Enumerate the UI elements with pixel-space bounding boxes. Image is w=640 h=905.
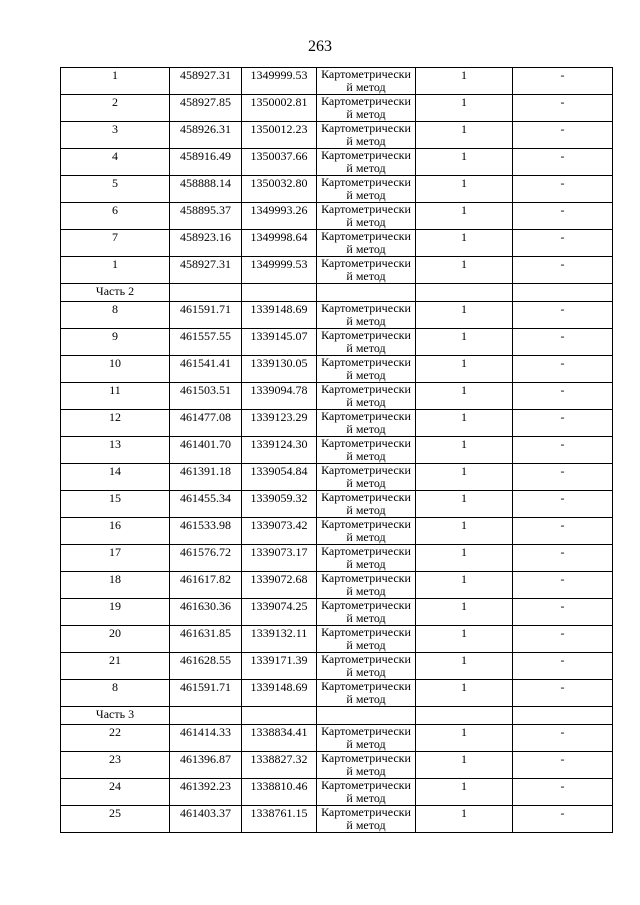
table-row <box>61 626 613 653</box>
description-cell: - <box>513 545 613 572</box>
table-row <box>61 356 613 383</box>
y-coordinate-cell: 1339054.84 <box>242 464 317 491</box>
table-row <box>61 257 613 284</box>
method-cell: Картометрически й метод <box>317 356 416 383</box>
section-label: Часть 3 <box>61 707 170 725</box>
point-number-cell: 19 <box>61 599 170 626</box>
page-number: 263 <box>308 38 332 55</box>
empty-cell <box>317 707 416 725</box>
x-coordinate-cell: 461455.34 <box>170 491 242 518</box>
y-coordinate-cell: 1349999.53 <box>242 68 317 95</box>
method-cell: Картометрически й метод <box>317 230 416 257</box>
accuracy-cell: 1 <box>416 572 513 599</box>
y-coordinate-cell: 1349998.64 <box>242 230 317 257</box>
table-row <box>61 680 613 707</box>
y-coordinate-cell: 1339124.30 <box>242 437 317 464</box>
y-coordinate-cell: 1339132.11 <box>242 626 317 653</box>
method-cell: Картометрически й метод <box>317 149 416 176</box>
method-cell: Картометрически й метод <box>317 410 416 437</box>
table-row <box>61 779 613 806</box>
point-number-cell: 10 <box>61 356 170 383</box>
table-row <box>61 230 613 257</box>
table-row <box>61 752 613 779</box>
x-coordinate-cell: 461541.41 <box>170 356 242 383</box>
description-cell: - <box>513 752 613 779</box>
method-cell: Картометрически й метод <box>317 680 416 707</box>
table-row <box>61 725 613 752</box>
accuracy-cell: 1 <box>416 545 513 572</box>
table-row <box>61 203 613 230</box>
accuracy-cell: 1 <box>416 653 513 680</box>
empty-cell <box>317 284 416 302</box>
y-coordinate-cell: 1339094.78 <box>242 383 317 410</box>
y-coordinate-cell: 1350037.66 <box>242 149 317 176</box>
point-number-cell: 13 <box>61 437 170 464</box>
x-coordinate-cell: 458895.37 <box>170 203 242 230</box>
x-coordinate-cell: 461628.55 <box>170 653 242 680</box>
accuracy-cell: 1 <box>416 176 513 203</box>
method-cell: Картометрически й метод <box>317 257 416 284</box>
x-coordinate-cell: 461477.08 <box>170 410 242 437</box>
section-header-row <box>61 707 613 725</box>
y-coordinate-cell: 1339073.17 <box>242 545 317 572</box>
y-coordinate-cell: 1339072.68 <box>242 572 317 599</box>
method-cell: Картометрически й метод <box>317 464 416 491</box>
y-coordinate-cell: 1339145.07 <box>242 329 317 356</box>
description-cell: - <box>513 626 613 653</box>
table-row <box>61 383 613 410</box>
accuracy-cell: 1 <box>416 626 513 653</box>
y-coordinate-cell: 1339130.05 <box>242 356 317 383</box>
method-cell: Картометрически й метод <box>317 545 416 572</box>
point-number-cell: 8 <box>61 302 170 329</box>
y-coordinate-cell: 1350032.80 <box>242 176 317 203</box>
description-cell: - <box>513 725 613 752</box>
accuracy-cell: 1 <box>416 356 513 383</box>
x-coordinate-cell: 461557.55 <box>170 329 242 356</box>
table-row <box>61 518 613 545</box>
description-cell: - <box>513 680 613 707</box>
y-coordinate-cell: 1350002.81 <box>242 95 317 122</box>
point-number-cell: 21 <box>61 653 170 680</box>
point-number-cell: 17 <box>61 545 170 572</box>
method-cell: Картометрически й метод <box>317 203 416 230</box>
x-coordinate-cell: 458888.14 <box>170 176 242 203</box>
accuracy-cell: 1 <box>416 599 513 626</box>
method-cell: Картометрически й метод <box>317 572 416 599</box>
accuracy-cell: 1 <box>416 779 513 806</box>
y-coordinate-cell: 1339123.29 <box>242 410 317 437</box>
method-cell: Картометрически й метод <box>317 653 416 680</box>
table-row <box>61 329 613 356</box>
table-row <box>61 176 613 203</box>
y-coordinate-cell: 1338761.15 <box>242 806 317 833</box>
point-number-cell: 12 <box>61 410 170 437</box>
table-row <box>61 437 613 464</box>
table-row <box>61 95 613 122</box>
coordinates-table <box>60 67 613 833</box>
accuracy-cell: 1 <box>416 203 513 230</box>
x-coordinate-cell: 458926.31 <box>170 122 242 149</box>
description-cell: - <box>513 302 613 329</box>
x-coordinate-cell: 461617.82 <box>170 572 242 599</box>
accuracy-cell: 1 <box>416 518 513 545</box>
accuracy-cell: 1 <box>416 806 513 833</box>
point-number-cell: 15 <box>61 491 170 518</box>
point-number-cell: 18 <box>61 572 170 599</box>
method-cell: Картометрически й метод <box>317 752 416 779</box>
method-cell: Картометрически й метод <box>317 68 416 95</box>
accuracy-cell: 1 <box>416 491 513 518</box>
table-row <box>61 464 613 491</box>
accuracy-cell: 1 <box>416 68 513 95</box>
accuracy-cell: 1 <box>416 302 513 329</box>
empty-cell <box>513 284 613 302</box>
x-coordinate-cell: 461533.98 <box>170 518 242 545</box>
method-cell: Картометрически й метод <box>317 806 416 833</box>
point-number-cell: 25 <box>61 806 170 833</box>
table-row <box>61 68 613 95</box>
table-row <box>61 653 613 680</box>
point-number-cell: 22 <box>61 725 170 752</box>
point-number-cell: 7 <box>61 230 170 257</box>
y-coordinate-cell: 1339171.39 <box>242 653 317 680</box>
empty-cell <box>242 284 317 302</box>
point-number-cell: 11 <box>61 383 170 410</box>
point-number-cell: 24 <box>61 779 170 806</box>
accuracy-cell: 1 <box>416 725 513 752</box>
y-coordinate-cell: 1339059.32 <box>242 491 317 518</box>
point-number-cell: 23 <box>61 752 170 779</box>
method-cell: Картометрически й метод <box>317 437 416 464</box>
empty-cell <box>170 284 242 302</box>
description-cell: - <box>513 383 613 410</box>
accuracy-cell: 1 <box>416 437 513 464</box>
x-coordinate-cell: 458923.16 <box>170 230 242 257</box>
x-coordinate-cell: 461591.71 <box>170 302 242 329</box>
method-cell: Картометрически й метод <box>317 725 416 752</box>
point-number-cell: 2 <box>61 95 170 122</box>
description-cell: - <box>513 356 613 383</box>
description-cell: - <box>513 230 613 257</box>
point-number-cell: 8 <box>61 680 170 707</box>
x-coordinate-cell: 461631.85 <box>170 626 242 653</box>
description-cell: - <box>513 122 613 149</box>
accuracy-cell: 1 <box>416 257 513 284</box>
table-row <box>61 410 613 437</box>
table-row <box>61 572 613 599</box>
accuracy-cell: 1 <box>416 410 513 437</box>
point-number-cell: 9 <box>61 329 170 356</box>
method-cell: Картометрически й метод <box>317 95 416 122</box>
description-cell: - <box>513 68 613 95</box>
description-cell: - <box>513 149 613 176</box>
table-row <box>61 599 613 626</box>
point-number-cell: 3 <box>61 122 170 149</box>
accuracy-cell: 1 <box>416 230 513 257</box>
description-cell: - <box>513 572 613 599</box>
method-cell: Картометрически й метод <box>317 518 416 545</box>
description-cell: - <box>513 437 613 464</box>
y-coordinate-cell: 1338827.32 <box>242 752 317 779</box>
table-row <box>61 302 613 329</box>
accuracy-cell: 1 <box>416 95 513 122</box>
y-coordinate-cell: 1339074.25 <box>242 599 317 626</box>
accuracy-cell: 1 <box>416 752 513 779</box>
x-coordinate-cell: 461391.18 <box>170 464 242 491</box>
x-coordinate-cell: 458927.31 <box>170 257 242 284</box>
accuracy-cell: 1 <box>416 329 513 356</box>
method-cell: Картометрически й метод <box>317 122 416 149</box>
method-cell: Картометрически й метод <box>317 491 416 518</box>
x-coordinate-cell: 458927.85 <box>170 95 242 122</box>
y-coordinate-cell: 1350012.23 <box>242 122 317 149</box>
description-cell: - <box>513 518 613 545</box>
accuracy-cell: 1 <box>416 464 513 491</box>
description-cell: - <box>513 653 613 680</box>
point-number-cell: 1 <box>61 257 170 284</box>
empty-cell <box>416 707 513 725</box>
y-coordinate-cell: 1339148.69 <box>242 302 317 329</box>
table-row <box>61 806 613 833</box>
y-coordinate-cell: 1349999.53 <box>242 257 317 284</box>
description-cell: - <box>513 779 613 806</box>
y-coordinate-cell: 1338810.46 <box>242 779 317 806</box>
x-coordinate-cell: 461591.71 <box>170 680 242 707</box>
empty-cell <box>242 707 317 725</box>
accuracy-cell: 1 <box>416 680 513 707</box>
point-number-cell: 6 <box>61 203 170 230</box>
empty-cell <box>416 284 513 302</box>
x-coordinate-cell: 461576.72 <box>170 545 242 572</box>
section-label: Часть 2 <box>61 284 170 302</box>
x-coordinate-cell: 461630.36 <box>170 599 242 626</box>
point-number-cell: 20 <box>61 626 170 653</box>
description-cell: - <box>513 806 613 833</box>
description-cell: - <box>513 464 613 491</box>
x-coordinate-cell: 461396.87 <box>170 752 242 779</box>
description-cell: - <box>513 329 613 356</box>
description-cell: - <box>513 491 613 518</box>
empty-cell <box>170 707 242 725</box>
point-number-cell: 4 <box>61 149 170 176</box>
description-cell: - <box>513 95 613 122</box>
x-coordinate-cell: 461403.37 <box>170 806 242 833</box>
x-coordinate-cell: 461414.33 <box>170 725 242 752</box>
method-cell: Картометрически й метод <box>317 329 416 356</box>
section-header-row <box>61 284 613 302</box>
y-coordinate-cell: 1339073.42 <box>242 518 317 545</box>
table-row <box>61 122 613 149</box>
accuracy-cell: 1 <box>416 122 513 149</box>
point-number-cell: 5 <box>61 176 170 203</box>
x-coordinate-cell: 458927.31 <box>170 68 242 95</box>
point-number-cell: 1 <box>61 68 170 95</box>
method-cell: Картометрически й метод <box>317 626 416 653</box>
x-coordinate-cell: 461503.51 <box>170 383 242 410</box>
description-cell: - <box>513 410 613 437</box>
table-row <box>61 545 613 572</box>
description-cell: - <box>513 599 613 626</box>
coordinates-table-body <box>61 68 613 833</box>
accuracy-cell: 1 <box>416 383 513 410</box>
description-cell: - <box>513 176 613 203</box>
y-coordinate-cell: 1338834.41 <box>242 725 317 752</box>
method-cell: Картометрически й метод <box>317 383 416 410</box>
method-cell: Картометрически й метод <box>317 176 416 203</box>
y-coordinate-cell: 1339148.69 <box>242 680 317 707</box>
accuracy-cell: 1 <box>416 149 513 176</box>
x-coordinate-cell: 461392.23 <box>170 779 242 806</box>
y-coordinate-cell: 1349993.26 <box>242 203 317 230</box>
method-cell: Картометрически й метод <box>317 302 416 329</box>
x-coordinate-cell: 461401.70 <box>170 437 242 464</box>
description-cell: - <box>513 203 613 230</box>
x-coordinate-cell: 458916.49 <box>170 149 242 176</box>
point-number-cell: 16 <box>61 518 170 545</box>
empty-cell <box>513 707 613 725</box>
description-cell: - <box>513 257 613 284</box>
method-cell: Картометрически й метод <box>317 599 416 626</box>
table-row <box>61 491 613 518</box>
table-row <box>61 149 613 176</box>
point-number-cell: 14 <box>61 464 170 491</box>
method-cell: Картометрически й метод <box>317 779 416 806</box>
